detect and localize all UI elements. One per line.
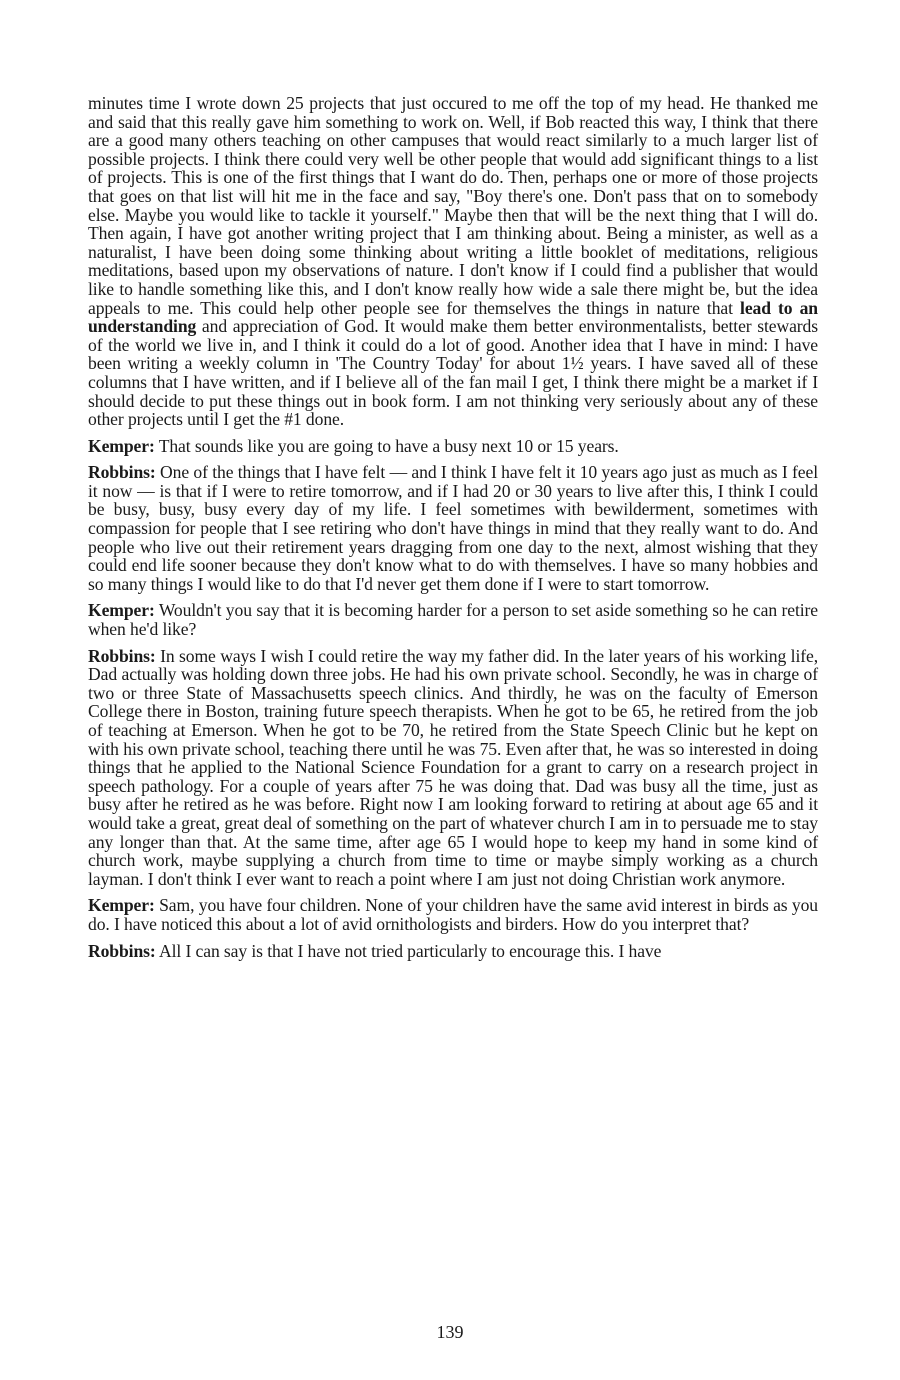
paragraph-5	[88, 647, 818, 889]
text-segment: Wouldn't you say that it is becoming harder for a person to set aside something so he can retire when he'd like?	[88, 600, 818, 640]
paragraph-6	[88, 896, 818, 933]
paragraph-2	[88, 437, 818, 456]
text-segment: Sam, you have four children. None of your children have the same avid interest in birds as you do. I have noticed this about a lot of avid ornithologists and birders. How do you interpret that?	[88, 895, 818, 934]
page-number: 139	[436, 1322, 464, 1342]
paragraph-7	[88, 942, 818, 961]
speaker-label: Kemper:	[88, 435, 155, 456]
speaker-label: Kemper:	[88, 600, 155, 621]
text-segment: minutes time I wrote down 25 projects that just occured to me off the top of my head. He thanked me and said that this really gave him something to work on. Well, if Bob reacted this way, I think that there are a good many others teaching on other campuses that would react similarly to a much larger list of possible projects. I think there could very well be other people that would add significant things to a list of projects. This is one of the first things that I want do do. Then, perhaps one or more of those projects that goes on that list will hit me in the face and say, "Boy there's one. Don't pass that on to somebody else. Maybe you would like to tackle it yourself." Maybe then that will be the next thing that I will do. Then again, I have got another writing project that I am thinking about. Being a minister, as well as a naturalist, I have been doing some thinking about writing a little booklet of meditations, religious meditations, based upon my observations of nature. I don't know if I could find a publisher that would like to handle something like this, and I don't know really how wide a sale there might be, but the idea appeals to me. This could help other people see for themselves the things in nature that	[88, 93, 818, 318]
text-segment: All I can say is that I have not tried particularly to encourage this. I have	[155, 940, 662, 961]
bold-text-segment: lead to an understanding	[88, 297, 818, 337]
text-segment: One of the things that I have felt — and I think I have felt it 10 years ago just as much as I feel it now — is that if I were to retire tomorrow, and if I had 20 or 30 years to live after this, I think I could be busy, busy, busy every day of my life. I feel sometimes with bewilderment, sometimes with compassion for people that I see retiring who don't have things in mind that they really want to do. And people who live out their retirement years dragging from one day to the next, almost wishing that they could end life sooner because they don't know what to do with themselves. I have so many hobbies and so many things I would like to do that I'd never get them done if I were to start tomorrow.	[88, 462, 818, 594]
speaker-label: Kemper:	[88, 895, 155, 916]
paragraph-3	[88, 463, 818, 593]
speaker-label: Robbins:	[88, 940, 156, 961]
text-segment: That sounds like you are going to have a busy next 10 or 15 years.	[154, 435, 619, 456]
speaker-label: Robbins:	[88, 462, 156, 483]
paragraph-1	[88, 94, 818, 429]
speaker-label: Robbins:	[88, 645, 156, 666]
text-segment: and appreciation of God. It would make them better environmentalists, better stewards of the world we live in, and I think it could do a lot of good. Another idea that I have in mind: I have been writing a weekly column in 'The Country Today' for about 1½ years. I have saved all of these columns that I have written, and if I believe all of the fan mail I get, I think there might be a market if I should decide to put these things out in book form. I am not thinking very seriously about any of these other projects until I get the #1 done.	[88, 316, 818, 430]
text-segment: In some ways I wish I could retire the way my father did. In the later years of his working life, Dad actually was holding down three jobs. He had his own private school. Secondly, he was in charge of two or three State of Massachusetts speech clinics. And thirdly, he was on the faculty of Emerson College there in Boston, training future speech therapists. When he got to be 65, he retired from the job of teaching at Emerson. When he got to be 70, he retired from the State Speech Clinic but he kept on with his own private school, teaching there until he was 75. Even after that, he was so interested in doing things that he applied to the National Science Foundation for a grant to carry on a research project in speech pathology. For a couple of years after 75 he was doing that. Dad was busy all the time, just as busy after he retired as he was before. Right now I am looking forward to retiring at about age 65 and it would take a great, great deal of something on the part of whatever church I am in to persuade me to stay any longer than that. At the same time, after age 65 I would hope to keep my hand in some kind of church work, maybe supplying a church from time to time or maybe simply working as a church layman. I don't think I ever want to reach a point where I am just not doing Christian work anymore.	[88, 645, 818, 889]
paragraph-4	[88, 601, 818, 638]
page-body	[88, 94, 818, 968]
